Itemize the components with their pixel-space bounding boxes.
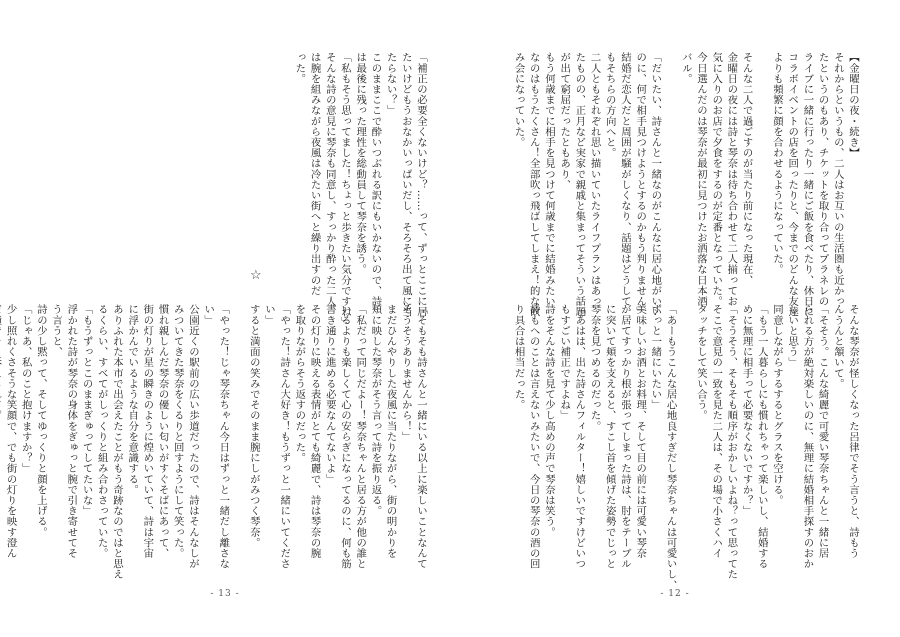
text-line: は腕を組みながら夜風は冷たい街へと繰り出すのだ bbox=[308, 52, 321, 296]
text-line: 金曜日の夜には詩と琴奈は待ち合わせて二人揃ってお bbox=[725, 52, 738, 307]
text-line: 「そそう。こんな綺麗で可愛い琴奈ちゃんと一緒に居 bbox=[816, 304, 829, 559]
text-line: 頬に映した琴奈がそう言って詩を振り返る。 bbox=[369, 304, 382, 516]
text-line: り具合は相当だった。 bbox=[512, 304, 525, 410]
text-line: に浮かんでいるような自分を意識する。 bbox=[126, 304, 139, 495]
text-line: 琴奈を見つめるのだった。 bbox=[588, 304, 601, 432]
text-line: このままここで酔いつぶれる訳にもいかないので、詩 bbox=[369, 52, 382, 307]
text-line: 二人ともそれぞれ思い描いていたライフプランはあっ bbox=[588, 52, 601, 307]
page-13-lower-text bbox=[0, 304, 428, 594]
text-line: い」 bbox=[262, 304, 275, 326]
text-line: 気に入りのお店で夕食をするのが定番となっていた。 bbox=[710, 52, 723, 307]
text-line: は最後に残った理性を総動員して琴奈を誘う。 bbox=[354, 52, 367, 275]
text-line: もすごい補正ですよね」 bbox=[558, 304, 571, 421]
text-line: 慣れ親しんだ琴奈の優しい匂いがすぐそばにあって、 bbox=[156, 304, 169, 559]
text-line: い」 bbox=[202, 304, 215, 326]
text-line bbox=[678, 304, 693, 594]
text-line: そんな琴奈が怪しくなった呂律でそう言うと、詩もう bbox=[847, 304, 859, 559]
text-line: なのはもうたくさん！全部吹っ飛ばしてしまえ！的な飲 bbox=[527, 52, 540, 317]
text-line: んうんと頷いて。 bbox=[831, 304, 844, 389]
page-12-lower-text bbox=[510, 304, 860, 594]
text-line: しいと思う」 bbox=[786, 304, 799, 368]
text-line: そんな二人で過ごすのが当たり前になった現在、 bbox=[740, 52, 753, 286]
text-line: 今日選んだのは琴奈が最初に見つけたお洒落な日本酒 bbox=[694, 52, 707, 307]
page-13-upper-text bbox=[291, 52, 428, 328]
text-line: もう何歳までに相手を見つけて何歳までに結婚みたい bbox=[542, 52, 555, 307]
text-line: そこで意見の一致を見た二人は、その場で小さくハイ bbox=[710, 304, 723, 559]
text-line: 「私だって同じだよー！琴奈ちゃんと居る方が他の誰と bbox=[354, 304, 367, 569]
text-line: が出て窮屈だったともあり、 bbox=[558, 52, 571, 190]
text-line: たというのもあり、チケットを取り合ってプラネレの bbox=[816, 52, 829, 307]
text-line: 詩もへのことは言えないみたいで、今日の琴奈の酒の回 bbox=[527, 304, 540, 569]
text-line: 街の灯りが星の瞬きのように煌めいていて、詩は宇宙 bbox=[141, 304, 154, 559]
page-12 bbox=[450, 0, 900, 637]
page-12-upper-text bbox=[510, 52, 860, 317]
text-line: 「あはは、出た詩さんフィルター！嬉しいですけどいつ bbox=[573, 304, 586, 569]
scene-break-star: ☆ bbox=[250, 268, 262, 283]
text-line: ずっと一緒にいたい」 bbox=[649, 304, 662, 410]
text-line: 詩をそんな詩を見て少し高めの声で琴奈は笑う。 bbox=[542, 304, 555, 538]
text-line: 「やった！詩さん大好き！もうずっと一緒にいてくださ bbox=[278, 304, 291, 569]
page-number-13: - 13 - bbox=[210, 589, 240, 599]
text-line: めに無理に相手って必要なくないですか？」 bbox=[740, 304, 753, 516]
text-line: 「じゃあ、私のこと抱けますか？」 bbox=[19, 304, 32, 474]
text-line: たものの、正月など実家で親戚と集まってそういう話題 bbox=[573, 52, 586, 317]
text-line: 「あーもうこんな居心地良すぎだし琴奈ちゃんは可愛いし、 bbox=[664, 304, 677, 591]
text-line: 少し照れくさそうな笑顔で、でも街の灯りを映す澄ん bbox=[4, 304, 17, 559]
text-line: すると満面の笑みでそのまま腕にしがみつく琴奈。 bbox=[247, 304, 260, 548]
text-line: コラボイベントの店を回ったりと、今までのどんな友達 bbox=[786, 52, 799, 317]
text-line bbox=[230, 304, 245, 594]
text-line: 同意しながらするするとグラスを空ける。 bbox=[770, 304, 783, 506]
page-number-12: - 12 - bbox=[660, 589, 690, 599]
text-line: ありふれた本市で出会えたことがもう奇跡なのではと思え bbox=[110, 304, 123, 580]
text-line: う言うと、 bbox=[50, 304, 63, 357]
text-line: たいけどもうおなかいっぱいだし、そろそろ出て風に当 bbox=[399, 52, 412, 317]
text-line: のに、何で相手見つけようとするのかもう判りません」 bbox=[634, 52, 647, 317]
text-line: 浮かれた詩が琴奈の身体をぎゅっと腕で引き寄せてそ bbox=[65, 304, 78, 559]
text-line: った。 bbox=[293, 52, 306, 84]
text-line: 公園近くの駅前の広い歩道だったので、詩はそんなしが bbox=[186, 304, 199, 569]
text-line: バル。 bbox=[679, 52, 692, 84]
text-line: みついてきた琴奈をくるりと回すようにして笑った。 bbox=[171, 304, 184, 559]
text-line bbox=[754, 52, 769, 284]
text-line: それからというもの、二人はお互いの生活圏も近かっ bbox=[831, 52, 844, 307]
text-line: 書き通りに進める必要なんてないよ」 bbox=[323, 304, 336, 485]
text-line: いるよりも楽しくて心の安らぎになってるのに、何も筋 bbox=[338, 304, 351, 569]
text-line: その灯りに映える表情がとても綺麗で、詩は琴奈の腕 bbox=[308, 304, 321, 559]
text-line: よりも頻繁に顔を合わせるようになっていた。 bbox=[770, 52, 783, 275]
text-line bbox=[662, 52, 677, 284]
text-line: 「やった！じゃ琴奈ちゃん今日はずっと一緒だし離さな bbox=[217, 304, 230, 569]
text-line: 「そうそう、そもそも順序がおかしいよね？って思ってた bbox=[725, 304, 738, 580]
text-line: 「もう一人暮らしにも慣れちゃって楽しいし、結婚する bbox=[755, 304, 768, 569]
text-line: 美味しいお酒とお料理、そして目の前には可愛い琴奈 bbox=[634, 304, 647, 559]
text-line: が居てすっかり根が張ってしまった詩は、肘をテーブル bbox=[618, 304, 631, 569]
text-line: 詩の少し黙って、そしてゆっくりと顔を上げる。 bbox=[34, 304, 47, 538]
text-line: 「補正の必要全くないけど？……って、ずっとここに居 bbox=[415, 52, 427, 317]
text-line: まだひんやりした夜風に当たりながら、街の明かりを bbox=[384, 304, 397, 559]
text-line: 「私もそう思ってました！ちょっと歩きたい気分ですね」 bbox=[338, 52, 351, 328]
text-line: そうそうありませんから！」 bbox=[399, 304, 412, 442]
text-line: そんな詩の意見に琴奈も同意し、すっかり酔った二人 bbox=[323, 52, 336, 307]
text-line: 「そもそも詩さんと一緒にいる以上に楽しいことなんて bbox=[415, 304, 427, 569]
text-line: み会になっていた。 bbox=[512, 52, 525, 148]
text-line: 「だいたい、詩さんと一緒なのがこんなに居心地がいい bbox=[649, 52, 662, 317]
text-line: もそちらの方向へと。 bbox=[603, 52, 616, 158]
text-line: たらない？」 bbox=[384, 52, 397, 116]
text-line: られる方が絶対楽しいのに、無理に結婚相手探すのおか bbox=[801, 304, 814, 569]
text-line: を取りながらそう返すのだった。 bbox=[293, 304, 306, 463]
text-line: 「もうずっとこのままぎゅってしてたいな」 bbox=[80, 304, 93, 516]
text-line: に突いて頬を支えると、すこし首を傾げた姿勢でじっと bbox=[603, 304, 616, 569]
text-line: タッチをして笑い合う。 bbox=[694, 304, 707, 421]
text-line: るくらい、すべてがしっくりと組み合わさっていた。 bbox=[95, 304, 108, 559]
text-line: ライブに一緒に行ったり一緒にご飯を食べたり、休日に bbox=[801, 52, 814, 317]
text-line: 結婚だ恋人だと周囲が騒がしくなり、話題はどうして bbox=[618, 52, 631, 307]
text-line: 【金曜日の夜・続き】 bbox=[847, 52, 859, 158]
